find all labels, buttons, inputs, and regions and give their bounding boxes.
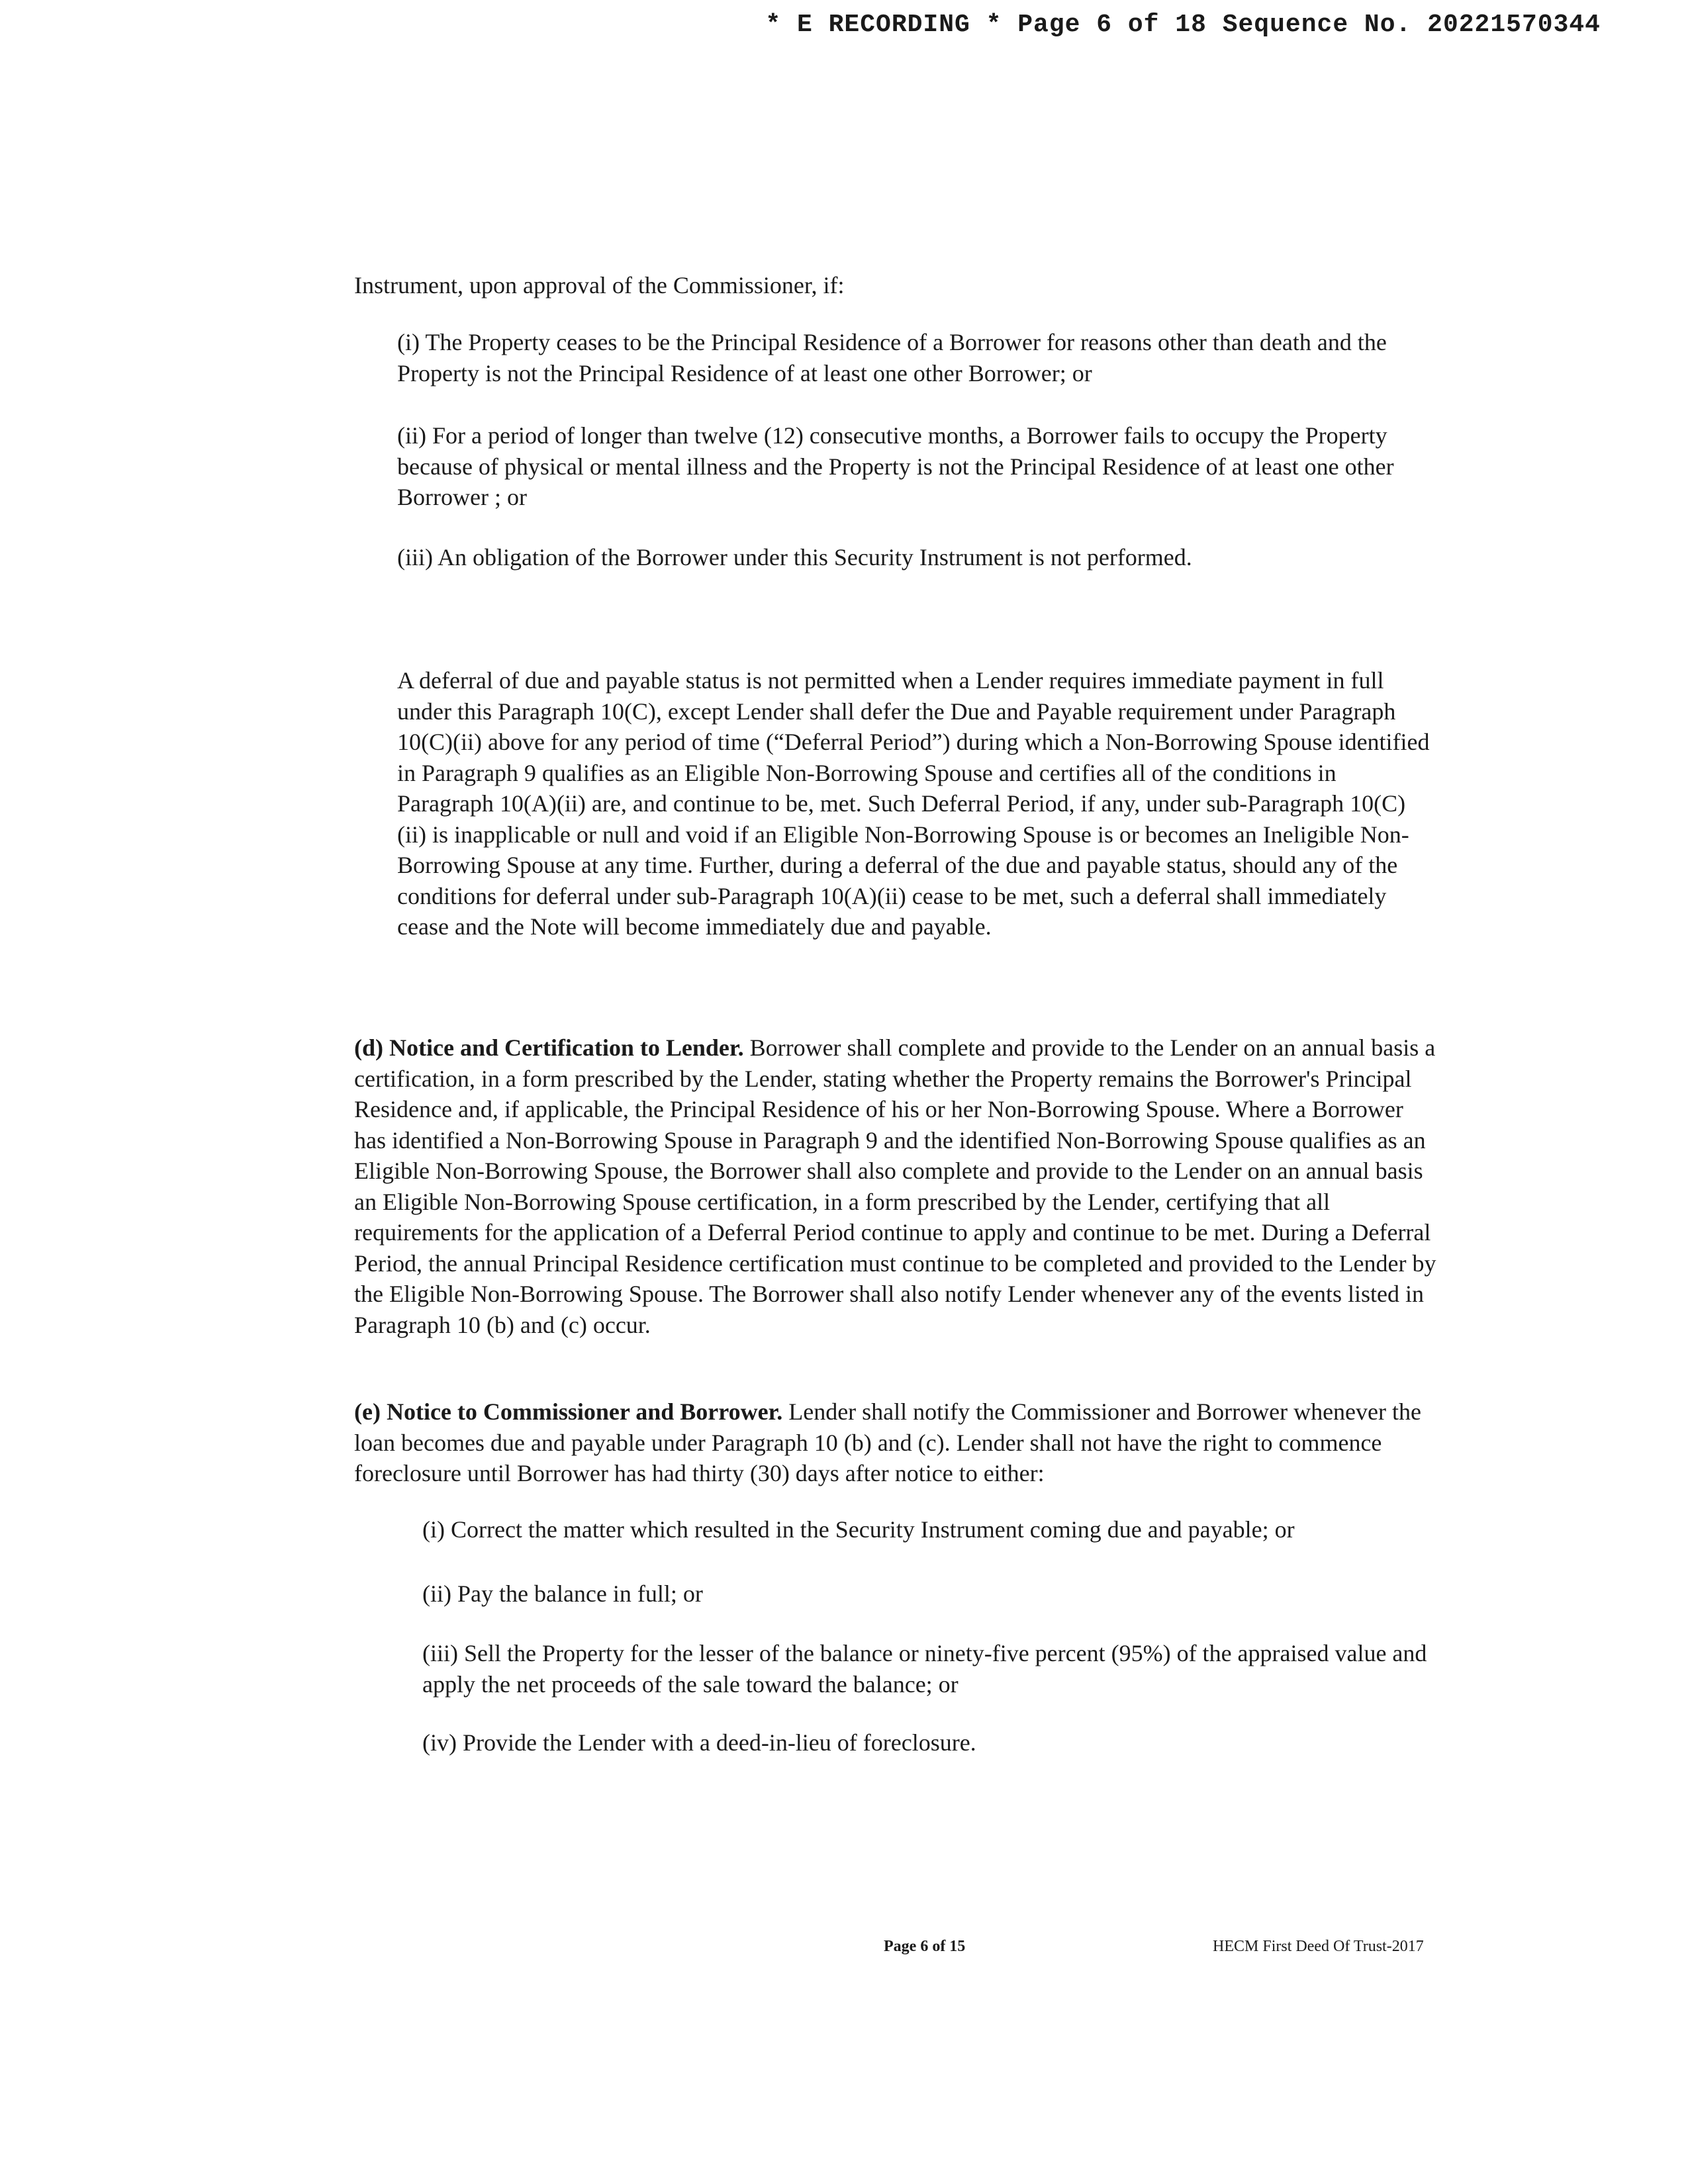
deferral-paragraph: A deferral of due and payable status is not permitted when a Lender requires immediate payment in full under this Paragraph 10(C), except Lender shall defer the Due and Payable requirement under Paragraph 10(C)(ii) above for any period of time (“Deferral Period”) during which a Non-Borrowing Spouse identified in Paragraph 9 qualifies as an Eligible Non-Borrowing Spouse and certifies all of the conditions in Paragraph 10(A)(ii) are, and continue to be, met. Such Deferral Period, if any, under sub-Paragraph 10(C)(ii) is inapplicable or null and void if an Eligible Non-Borrowing Spouse is or becomes an Ineligible Non-Borrowing Spouse at any time. Further, during a deferral of the due and payable status, should any of the conditions for deferral under sub-Paragraph 10(A)(ii) cease to be met, such a deferral shall immediately cease and the Note will become immediately due and payable. xyxy=(397,667,1430,940)
footer-document-name: HECM First Deed Of Trust-2017 xyxy=(1213,1938,1424,1955)
section-d-text: Borrower shall complete and provide to the Lender on an annual basis a certification, in a form prescribed by the Lender, stating whether the Property remains the Borrower's Principal Residence and, if applicable, the Principal Residence of his or her Non-Borrowing Spouse. Where a Borrower has identified a Non-Borrowing Spouse in Paragraph 9 and the identified Non-Borrowing Spouse qualifies as an Eligible Non-Borrowing Spouse, the Borrower shall also complete and provide to the Lender on an annual basis an Eligible Non-Borrowing Spouse certification, in a form prescribed by the Lender, certifying that all requirements for the application of a Deferral Period continue to apply and continue to be met. During a Deferral Period, the annual Principal Residence certification must continue to be completed and provided to the Lender by the Eligible Non-Borrowing Spouse. The Borrower shall also notify Lender whenever any of the events listed in Paragraph 10 (b) and (c) occur. xyxy=(354,1034,1436,1338)
option-item-iii: (iii) Sell the Property for the lesser of the balance or ninety-five percent (95%) of the appraised value and apply the net proceeds of the sale toward the balance; or xyxy=(422,1640,1427,1698)
section-d-paragraph xyxy=(354,1032,1440,1340)
section-e-heading: (e) Notice to Commissioner and Borrower. xyxy=(354,1398,783,1425)
recording-header: * E RECORDING * Page 6 of 18 Sequence No. 20221570344 xyxy=(765,11,1601,39)
lead-line: Instrument, upon approval of the Commissioner, if: xyxy=(354,272,845,298)
condition-item-i: (i) The Property ceases to be the Principal Residence of a Borrower for reasons other than death and the Property is not the Principal Residence of at least one other Borrower; or xyxy=(397,329,1387,387)
section-d-heading: (d) Notice and Certification to Lender. xyxy=(354,1034,744,1061)
option-item-ii: (ii) Pay the balance in full; or xyxy=(422,1580,703,1607)
condition-item-ii: (ii) For a period of longer than twelve (12) consecutive months, a Borrower fails to occupy the Property because of physical or mental illness and the Property is not the Principal Residence of at least one other Borrower ; or xyxy=(397,422,1394,510)
condition-item-iii: (iii) An obligation of the Borrower under this Security Instrument is not performed. xyxy=(397,544,1192,570)
option-item-iv: (iv) Provide the Lender with a deed-in-lieu of foreclosure. xyxy=(422,1729,976,1756)
option-item-i: (i) Correct the matter which resulted in the Security Instrument coming due and payable; or xyxy=(422,1516,1295,1543)
section-e-text: Lender shall notify the Commissioner and Borrower whenever the loan becomes due and payable under Paragraph 10 (b) and (c). Lender shall not have the right to commence foreclosure until Borrower has had thirty (30) days after notice to either: xyxy=(354,1398,1421,1486)
footer-page-number: Page 6 of 15 xyxy=(884,1938,966,1955)
section-e-paragraph xyxy=(354,1396,1440,1489)
